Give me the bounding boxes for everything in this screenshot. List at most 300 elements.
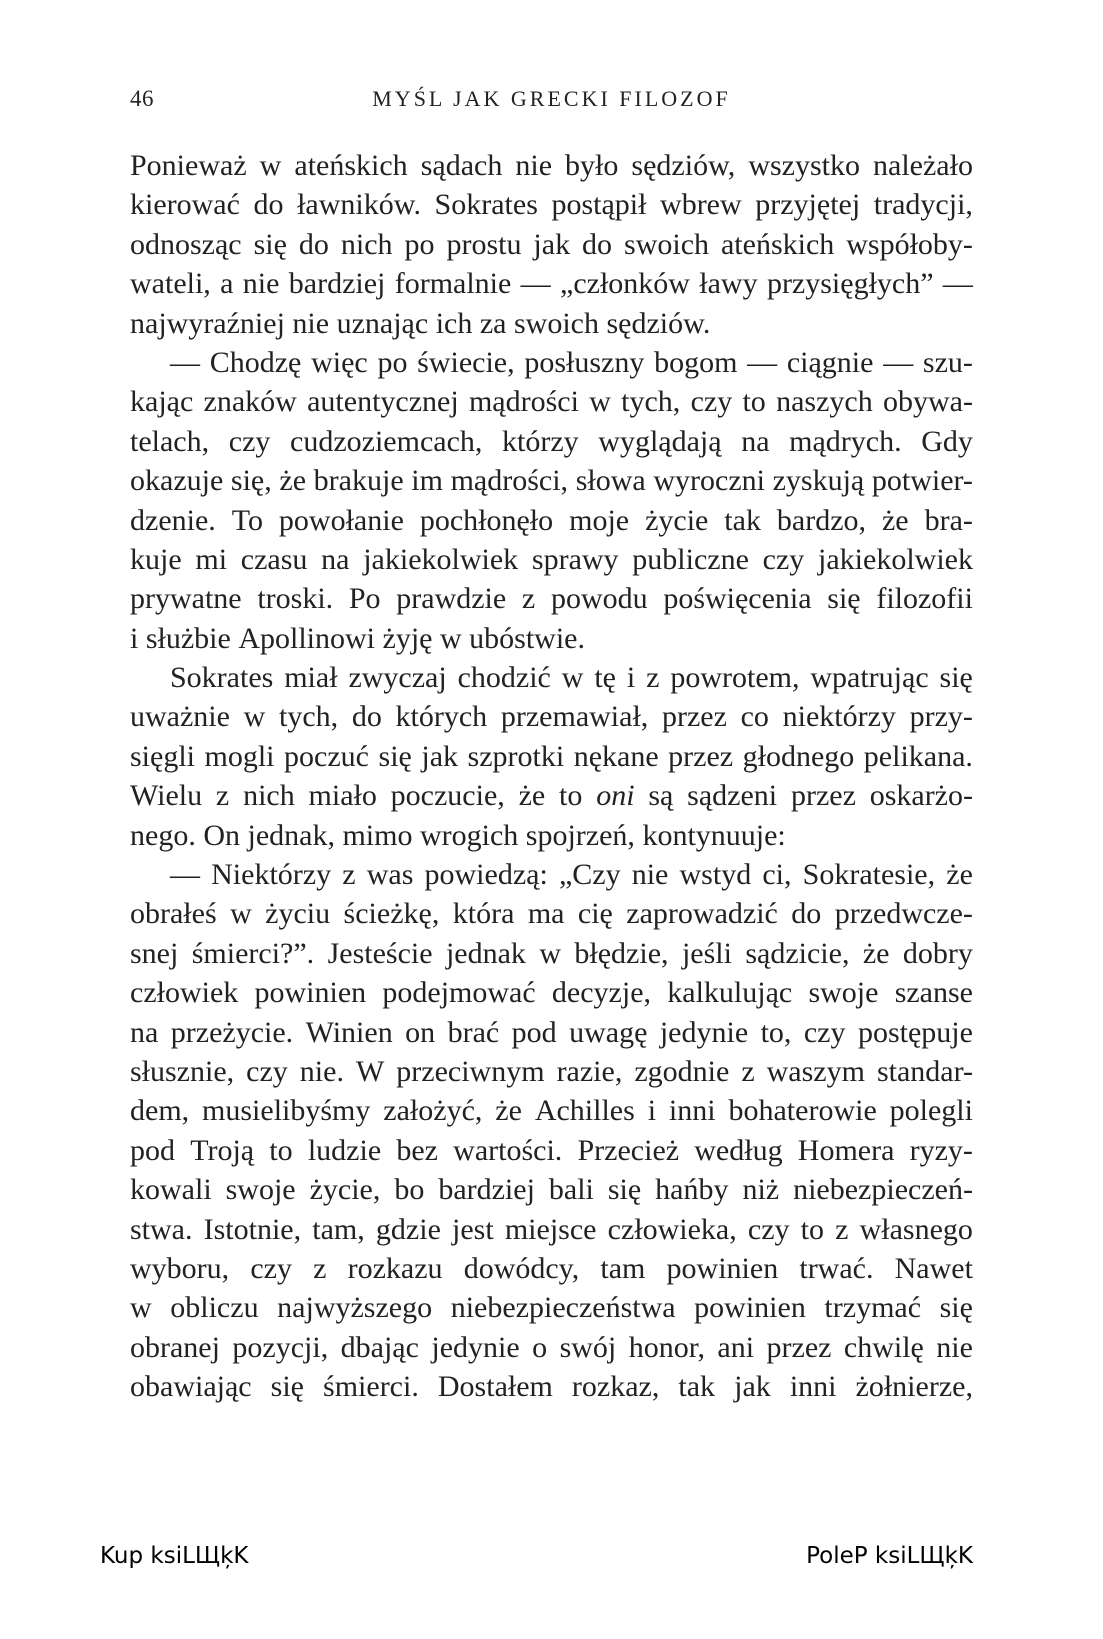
word: życie [645,503,709,537]
word: ci, [762,858,792,892]
word: razie, [556,1054,623,1088]
word: tradycji, [873,188,973,222]
word: mimo [342,818,420,852]
word: która [452,897,515,931]
word: jest [452,1212,494,1246]
word: poczucie, [390,779,505,813]
word: błędzie, [574,936,669,970]
word: trzymać [824,1291,922,1325]
word: w [243,700,266,734]
word: swoich [513,306,607,340]
text-line [130,461,973,500]
word: że [495,1094,522,1128]
word: bardzo, [776,503,867,537]
word: jakiekolwiek [363,542,519,576]
word: życiu [265,897,331,931]
word: powodu [550,582,648,616]
word: Ponieważ [130,149,247,182]
word: w [130,1291,152,1325]
word: chodzić [457,661,551,695]
word: Po [348,582,381,616]
word: powiedzą: [424,858,548,892]
buy-book-link[interactable]: Kup ksiLЩķK [100,1543,249,1569]
word: sięgli [130,739,195,773]
word: inni [789,1370,837,1404]
word: spojrzeń, [525,818,643,852]
word: rozkaz, [571,1370,660,1404]
word: filozofii [876,582,973,616]
word: niż [742,1173,780,1207]
word: na [741,424,770,458]
word: Achilles [534,1094,635,1128]
word: cię [577,897,613,931]
word: z [646,661,660,695]
word: zgodnie [634,1054,730,1088]
word: śmierci. [323,1370,419,1404]
word: Sokrates [434,188,538,222]
word: troski. [257,582,334,616]
word: to [800,1212,824,1246]
word: jednak [445,936,526,970]
word: założyć, [383,1094,483,1128]
word: powinien [694,1291,806,1325]
word: Wielu [130,779,203,813]
word: ateńskich [294,149,408,182]
word: przyjętej [755,188,861,222]
word: przeciwnym [396,1054,545,1088]
word: tak [678,1370,716,1404]
word: im [411,464,443,498]
word: sądzeni [687,779,778,813]
word: honor, [628,1330,705,1364]
word: hańby [655,1173,729,1207]
word: wstyd [679,858,752,892]
word: Sokratesie, [802,858,936,892]
word: ludzie [307,1133,382,1167]
word: uwagę [569,1015,648,1049]
word: szu- [922,345,973,379]
word: Sokrates [170,661,274,695]
word: nie. [299,1054,344,1088]
word: nie [936,1330,973,1364]
word: ścieżkę, [343,897,440,931]
word: pelikana. [863,739,973,773]
word: wyglądają [598,424,722,458]
word: jednak, [247,818,343,852]
word: standar- [876,1054,973,1088]
word: prostu [446,227,522,261]
word: jakiekolwiek [818,542,973,576]
word: się [607,1173,642,1207]
word: należało [873,149,973,182]
word: brać [447,1015,500,1049]
word: dem, [130,1094,190,1128]
word: jedynie [659,1015,749,1049]
word: żyję [382,621,440,655]
word: tam [600,1251,646,1285]
word: że [862,936,890,970]
word: mądrości, [450,464,569,498]
word: — [747,345,778,379]
word: przedwcze- [834,897,973,931]
word: z [835,1212,849,1246]
word: sędziów, [631,149,736,182]
word: On [203,818,248,852]
text-line [130,737,973,776]
word: czy [803,1015,846,1049]
word: rozkazu [347,1251,443,1285]
word: w [561,661,584,695]
word: według [694,1133,783,1167]
word: czy [246,1054,288,1088]
word: — [883,345,914,379]
body-text [130,146,973,1407]
word: to [559,779,583,813]
word: Niektórzy [211,858,332,892]
word: w [439,621,470,655]
word: dowódcy, [463,1251,580,1285]
word: niektórzy [782,700,896,734]
word: do [253,188,284,222]
word: na [130,1015,159,1049]
word: było [565,149,619,182]
word: miejsce [504,1212,597,1246]
word: i [626,661,636,695]
word: publiczne [632,542,749,576]
word: ich [435,306,480,340]
word: się [378,739,412,773]
word: tych, [279,700,339,734]
word: sądzicie, [745,936,850,970]
word: szprotki [467,739,565,773]
word: przez [790,779,856,813]
word: odnosząc [130,227,242,261]
word: mądrości [468,385,579,419]
word: pochłonęło [419,503,554,537]
word: się [939,661,973,695]
word: więc [311,345,368,379]
word: że [881,503,909,537]
word: prawdzie [396,582,507,616]
word: słowa [575,464,646,498]
recommend-book-link[interactable]: PoleP ksiLЩķK [806,1543,973,1569]
word: człowieka, [607,1212,737,1246]
word: znaków [203,385,297,419]
text-line [130,343,973,382]
word: was [366,858,414,892]
word: cudzoziemcach, [290,424,483,458]
word: że [279,464,307,498]
running-title: MYŚL JAK GRECKI FILOZOF [372,86,731,111]
word: ateńskich [720,227,835,261]
word: i [130,621,146,655]
word: świecie, [417,345,515,379]
word: obawiając [130,1370,252,1404]
text-line [130,382,973,421]
word: chwilę [843,1330,924,1364]
word: niebezpieczeń- [793,1173,973,1207]
word: wartości. [453,1133,563,1167]
word: Nawet [894,1251,973,1285]
word: kontynuuje: [642,818,786,852]
text-line [130,1013,973,1052]
word: nie [631,858,669,892]
word: których [395,700,488,734]
word: Homera [797,1133,895,1167]
word: i [647,1094,657,1128]
word: słusznie, [130,1054,235,1088]
word: — [942,267,973,301]
text-line [130,579,973,618]
word: z [215,779,230,813]
word: bardziej [438,1173,535,1207]
text-line [130,1249,973,1288]
word: czasu [240,542,308,576]
word: uznając [336,306,436,340]
text-line [130,1091,973,1130]
word: służbie [145,621,239,655]
text-line [130,697,973,736]
word: żołnierze, [855,1370,973,1404]
word: wateli, [130,267,211,301]
word: prywatne [130,582,242,616]
word: się [939,1291,973,1325]
word: że [946,858,973,892]
word: tę [594,661,616,695]
text-line [130,619,973,658]
word: w [259,149,282,182]
word: polegli [889,1094,973,1128]
text-line [130,973,973,1012]
text-line [130,1328,973,1367]
word: kuje [130,542,182,576]
text-line [130,185,973,224]
word: wpatrując [810,661,929,695]
word: obywa- [882,385,973,419]
word: przy- [909,700,973,734]
word: kowali [130,1173,212,1207]
word: Winien [305,1015,393,1049]
word: Istotnie, [203,1212,302,1246]
word: miało [308,779,377,813]
word: swoje [225,1173,296,1207]
word: a [220,267,234,301]
word: najwyższego [277,1291,433,1325]
word: dobry [902,936,973,970]
word: autentycznej [307,385,459,419]
word: tych, [621,385,681,419]
text-line [130,776,973,815]
word: w [589,385,611,419]
word: waszym [766,1054,865,1088]
word: czy [250,1251,292,1285]
word: nich [340,227,393,261]
word: Jesteście [327,936,433,970]
word: zaprowadzić [626,897,778,931]
text-line [130,304,973,343]
word: obliczu [170,1291,259,1325]
word: oni [596,779,635,813]
word: najwyraźniej [130,306,293,340]
word: gdzie [375,1212,441,1246]
word: tam, [312,1212,365,1246]
word: się [827,582,861,616]
word: moje [569,503,630,537]
word: przysięgłych” [766,267,934,301]
word: do [298,227,329,261]
word: posłuszny [524,345,645,379]
word: niebezpieczeństwa [450,1291,676,1325]
word: życie, [309,1173,381,1207]
word: nie [292,306,337,340]
word: poczuć [284,739,369,773]
word: jak [421,739,459,773]
text-line [130,540,973,579]
word: swój [559,1330,617,1364]
word: wyboru, [130,1251,230,1285]
word: Dostałem [437,1370,553,1404]
word: przeżycie. [170,1015,294,1049]
word: ciągnie [786,345,874,379]
word: decyzje, [551,976,652,1010]
word: wszystko [748,149,860,182]
word: kalkulując [667,976,793,1010]
text-line [130,1210,973,1249]
word: obrałeś [130,897,217,931]
word: ma [527,897,565,931]
word: po [404,227,435,261]
word: z [313,1251,327,1285]
word: swoich [624,227,710,261]
text-line [130,1131,973,1170]
word: głodnego [742,739,855,773]
word: zyskują [772,464,865,498]
word: czy [228,424,271,458]
word: nie [242,267,280,301]
text-line [130,658,973,697]
word: za [479,306,514,340]
word: w [539,936,561,970]
word: po [377,345,408,379]
word: współoby- [846,227,973,261]
word: są [648,779,674,813]
text-line [130,816,973,855]
word: przemawiał, [500,700,649,734]
text-line [130,422,973,461]
word: Gdy [921,424,973,458]
word: bardziej [288,267,386,301]
word: — [170,345,200,379]
word: jak [734,1370,771,1404]
word: Apollinowi [238,621,383,655]
page-header [130,86,973,126]
text-line [130,501,973,540]
word: Przecież [577,1133,680,1167]
word: on [405,1015,436,1049]
word: nękane [573,739,659,773]
word: czy [690,385,733,419]
word: nego. [130,818,204,852]
word: okazuje [130,464,224,498]
word: mi [195,542,228,576]
word: do [791,897,822,931]
word: do [582,227,613,261]
word: którzy [502,424,579,458]
word: własnego [859,1212,973,1246]
word: co [740,700,769,734]
word: się [253,227,287,261]
word: jeśli [681,936,732,970]
word: pod [511,1015,557,1049]
word: sędziów. [606,306,711,340]
word: to [742,385,766,419]
word: z [741,1054,755,1088]
word: przez [661,700,727,734]
word: dbając [340,1330,419,1364]
word: o [532,1330,548,1364]
word: wyroczni [653,464,765,498]
word: miał [284,661,338,695]
word: z [342,858,356,892]
text-line [130,146,973,185]
page-number: 46 [130,86,154,111]
word: bo [394,1173,425,1207]
word: szanse [894,976,973,1010]
word: obranej [130,1330,220,1364]
word: tak [724,503,761,537]
word: musielibyśmy [202,1094,371,1128]
word: stwa. [130,1212,193,1246]
word: trwać. [799,1251,874,1285]
word: uważnie [130,700,230,734]
word: to [269,1133,293,1167]
word: to, [760,1015,792,1049]
word: Chodzę [209,345,302,379]
text-line [130,1170,973,1209]
word: czy [762,542,805,576]
word: postąpił [551,188,647,222]
word: snej [130,936,179,970]
word: bogom [654,345,738,379]
word: że [518,779,546,813]
word: brakuje [313,464,404,498]
word: oskarżo- [869,779,973,813]
word: do [351,700,382,734]
word: bohaterowie [728,1094,877,1128]
text-line [130,264,973,303]
word: nich [243,779,295,813]
word: ryzy- [909,1133,973,1167]
word: jedynie [431,1330,520,1364]
text-line [130,855,973,894]
word: kierować [130,188,240,222]
text-line [130,1288,973,1327]
word: powinien [254,976,367,1010]
word: postępuje [857,1015,973,1049]
word: powołanie [278,503,404,537]
word: w [230,897,252,931]
word: ławników. [297,188,421,222]
word: swoje [808,976,879,1010]
word: Troją [190,1133,255,1167]
word: „członków [560,267,690,301]
word: się, [230,464,272,498]
word: kając [130,385,194,419]
word: potwier- [871,464,973,498]
word: sądach [420,149,503,182]
word: podejmować [382,976,536,1010]
text-line [130,225,973,264]
